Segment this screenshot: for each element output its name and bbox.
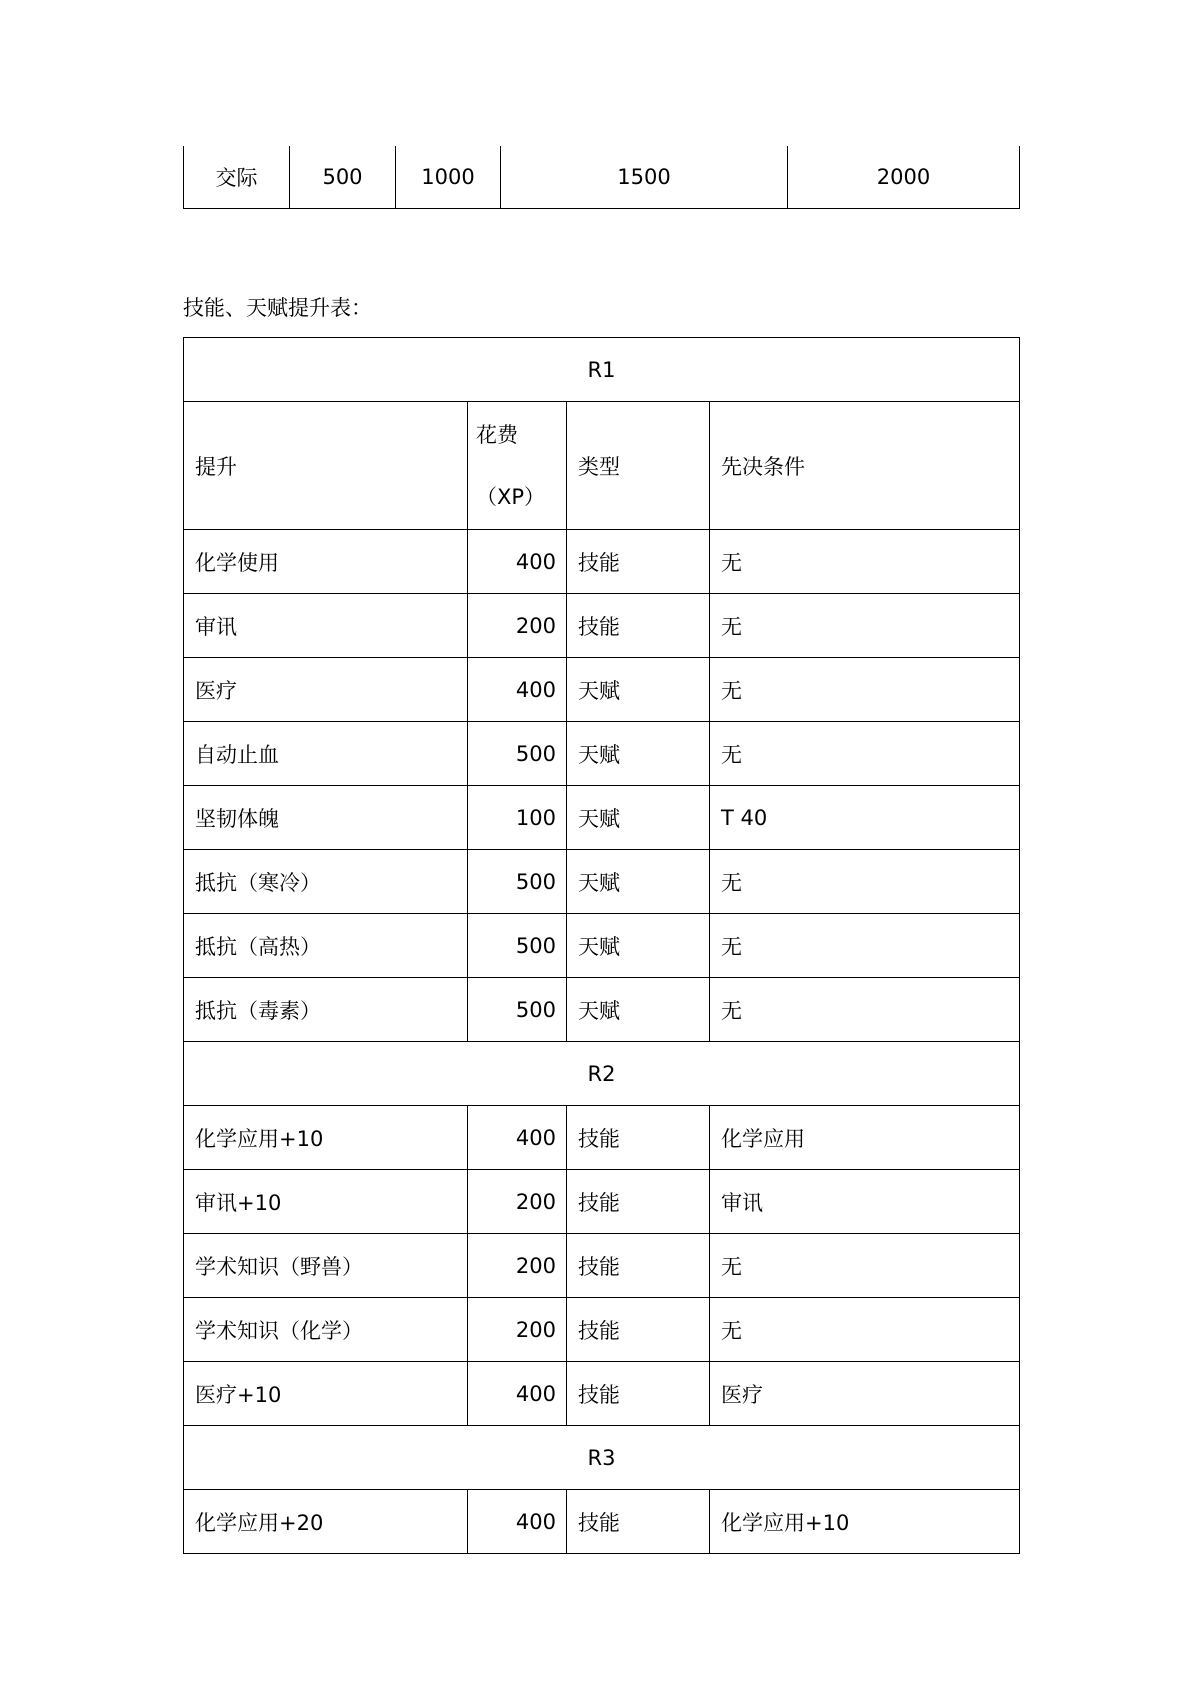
rank-label: R2 (184, 1042, 1020, 1106)
table-row (184, 1298, 1020, 1362)
table-row (184, 850, 1020, 914)
table-cell: 1000 (396, 146, 501, 209)
cost-cell: 500 (468, 914, 567, 978)
type-cell: 技能 (567, 594, 710, 658)
prereq-cell: T 40 (710, 786, 1020, 850)
upgrade-cell: 坚韧体魄 (184, 786, 468, 850)
upgrade-cell: 化学使用 (184, 530, 468, 594)
type-cell: 天赋 (567, 850, 710, 914)
table-row (184, 914, 1020, 978)
cost-header-unit: （XP） (476, 484, 546, 509)
table-cell: 1500 (501, 146, 788, 209)
cost-cell: 100 (468, 786, 567, 850)
table-row (184, 1362, 1020, 1426)
type-cell: 技能 (567, 1362, 710, 1426)
table-row (184, 1170, 1020, 1234)
type-cell: 技能 (567, 530, 710, 594)
rank-row (184, 1426, 1020, 1490)
cost-cell: 400 (468, 658, 567, 722)
type-cell: 天赋 (567, 722, 710, 786)
column-header-type: 类型 (567, 402, 710, 530)
prereq-cell: 无 (710, 530, 1020, 594)
prereq-cell: 医疗 (710, 1362, 1020, 1426)
section-heading: 技能、天赋提升表： (183, 296, 372, 320)
cost-cell: 200 (468, 1298, 567, 1362)
rank-row (184, 1042, 1020, 1106)
table-cell: 2000 (788, 146, 1020, 209)
rank-row (184, 338, 1020, 402)
upgrade-cell: 抵抗（高热） (184, 914, 468, 978)
table-row (184, 594, 1020, 658)
table-row (184, 146, 1020, 209)
cost-cell: 500 (468, 722, 567, 786)
rank-label: R1 (184, 338, 1020, 402)
prereq-cell: 无 (710, 658, 1020, 722)
type-cell: 天赋 (567, 978, 710, 1042)
upgrade-cell: 抵抗（寒冷） (184, 850, 468, 914)
prereq-cell: 无 (710, 594, 1020, 658)
skill-talent-upgrade-table (183, 337, 1020, 1554)
upgrade-cell: 自动止血 (184, 722, 468, 786)
prereq-cell: 审讯 (710, 1170, 1020, 1234)
cost-cell: 200 (468, 594, 567, 658)
prereq-cell: 化学应用+10 (710, 1490, 1020, 1554)
table-row (184, 658, 1020, 722)
cost-cell: 400 (468, 1362, 567, 1426)
table-row (184, 1490, 1020, 1554)
column-header-cost (468, 402, 567, 530)
type-cell: 天赋 (567, 914, 710, 978)
table-row (184, 1106, 1020, 1170)
type-cell: 技能 (567, 1298, 710, 1362)
prereq-cell: 无 (710, 1298, 1020, 1362)
prereq-cell: 无 (710, 722, 1020, 786)
upgrade-cell: 审讯 (184, 594, 468, 658)
cost-header-line: 花费 (476, 422, 518, 447)
table-cell: 交际 (184, 146, 290, 209)
type-cell: 技能 (567, 1490, 710, 1554)
rank-label: R3 (184, 1426, 1020, 1490)
prereq-cell: 无 (710, 978, 1020, 1042)
upgrade-cell: 学术知识（野兽） (184, 1234, 468, 1298)
social-xp-table-fragment (183, 146, 1020, 209)
header-row (184, 402, 1020, 530)
column-header-upgrade: 提升 (184, 402, 468, 530)
cost-cell: 400 (468, 530, 567, 594)
type-cell: 天赋 (567, 658, 710, 722)
column-header-prereq: 先决条件 (710, 402, 1020, 530)
table-cell: 500 (290, 146, 396, 209)
upgrade-cell: 医疗+10 (184, 1362, 468, 1426)
table-row (184, 978, 1020, 1042)
cost-cell: 200 (468, 1170, 567, 1234)
table-row (184, 722, 1020, 786)
upgrade-cell: 化学应用+10 (184, 1106, 468, 1170)
prereq-cell: 无 (710, 914, 1020, 978)
type-cell: 技能 (567, 1234, 710, 1298)
prereq-cell: 无 (710, 850, 1020, 914)
cost-cell: 200 (468, 1234, 567, 1298)
type-cell: 技能 (567, 1106, 710, 1170)
type-cell: 技能 (567, 1170, 710, 1234)
cost-cell: 500 (468, 978, 567, 1042)
upgrade-cell: 学术知识（化学） (184, 1298, 468, 1362)
upgrade-cell: 医疗 (184, 658, 468, 722)
prereq-cell: 化学应用 (710, 1106, 1020, 1170)
upgrade-cell: 审讯+10 (184, 1170, 468, 1234)
prereq-cell: 无 (710, 1234, 1020, 1298)
upgrade-cell: 抵抗（毒素） (184, 978, 468, 1042)
upgrade-cell: 化学应用+20 (184, 1490, 468, 1554)
table-row (184, 1234, 1020, 1298)
table-row (184, 786, 1020, 850)
cost-cell: 400 (468, 1106, 567, 1170)
cost-cell: 500 (468, 850, 567, 914)
type-cell: 天赋 (567, 786, 710, 850)
cost-cell: 400 (468, 1490, 567, 1554)
table-row (184, 530, 1020, 594)
